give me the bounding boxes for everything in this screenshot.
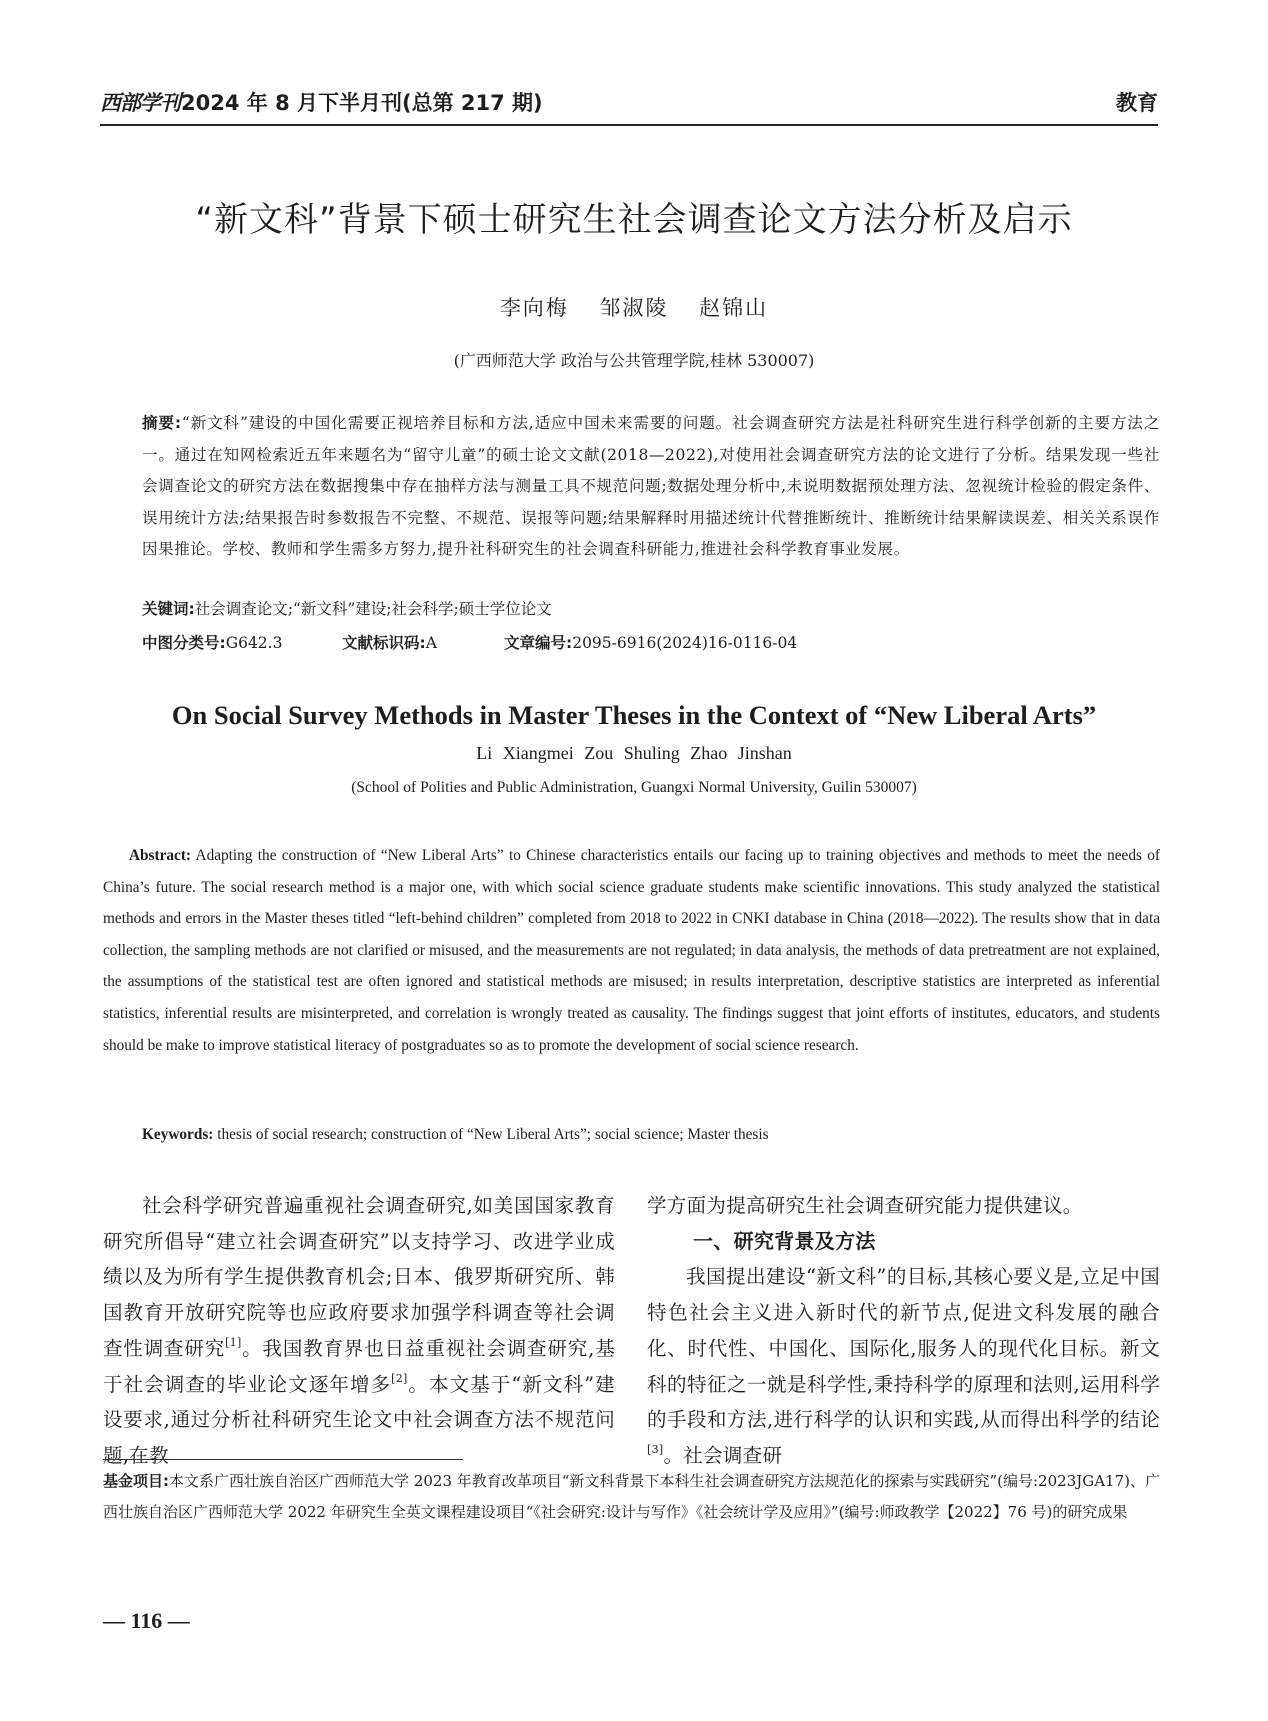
body-paragraph xyxy=(647,1259,1160,1473)
footnote-rule xyxy=(103,1459,463,1460)
doc-code xyxy=(342,631,504,653)
keywords-cn-label: 关键词: xyxy=(142,600,195,618)
funding-text: 本文系广西壮族自治区广西师范大学 2023 年教育改革项目“新文科背景下本科生社会调查研究方法规范化的探索与实践研究”(编号:2023JGA17)、广西壮族自治区广西师范大学 2022 年研究生全英文课程建设项目“《社会研究:设计与写作》《社会统计学及应用》”(编号:师政教学【2022】76 号)的研究成果 xyxy=(103,1472,1161,1521)
keywords-cn xyxy=(142,597,552,619)
body-text: 我国提出建设“新文科”的目标,其核心要义是,立足中国特色社会主义进入新时代的新节点,促进文科发展的融合化、时代性、中国化、国际化,服务人的现代化目标。新文科的特征之一就是科学性,秉持科学的原理和法则,运用科学的手段和方法,进行科学的认识和实践,从而得出科学的结论 xyxy=(647,1265,1160,1432)
funding-footnote xyxy=(103,1466,1160,1527)
abstract-cn-text: “新文科”建设的中国化需要正视培养目标和方法,适应中国未来需要的问题。社会调查研究方法是社科研究生进行科学创新的主要方法之一。通过在知网检索近五年来题名为“留守儿童”的硕士论文文献(2018—2022),对使用社会调查研究方法的论文进行了分析。结果发现一些社会调查论文的研究方法在数据搜集中存在抽样方法与测量工具不规范问题;数据处理分析中,未说明数据预处理方法、忽视统计检验的假定条件、误用统计方法;结果报告时参数报告不完整、不规范、误报等问题;结果解释时用描述统计代替推断统计、推断统计结果解读误差、相关关系误作因果推论。学校、教师和学生需多方努力,提升社科研究生的社会调查科研能力,推进社会科学教育事业发展。 xyxy=(142,414,1160,558)
english-affiliation: (School of Polities and Public Administration, Guangxi Normal University, Guilin 530007) xyxy=(351,779,917,796)
citation-ref: [1] xyxy=(225,1335,242,1349)
affiliation: (广西师范大学 政治与公共管理学院,桂林 530007) xyxy=(453,351,815,370)
english-authors: Li Xiangmei Zou Shuling Zhao Jinshan xyxy=(476,743,792,763)
clc-label: 中图分类号: xyxy=(142,634,226,652)
section-heading: 一、研究背景及方法 xyxy=(693,1228,876,1253)
english-title: On Social Survey Methods in Master Theses in the Context of “New Liberal Arts” xyxy=(171,700,1097,730)
english-keywords-label: Keywords: xyxy=(142,1126,214,1143)
doc-label: 文献标识码: xyxy=(342,634,426,652)
doc-value: A xyxy=(425,634,437,652)
english-keywords-text: thesis of social research; construction of “New Liberal Arts”; social science; Master thesis xyxy=(217,1126,769,1143)
body-text: 。社会调查研 xyxy=(663,1443,783,1467)
english-abstract xyxy=(103,840,1160,1061)
body-left-column xyxy=(103,1188,615,1474)
journal-logo: 西部学刊 xyxy=(100,90,180,115)
running-header xyxy=(100,87,543,117)
english-abstract-label: Abstract: xyxy=(129,847,192,864)
funding-label: 基金项目: xyxy=(103,1472,170,1490)
abstract-cn-label: 摘要: xyxy=(142,414,182,432)
citation-ref: [2] xyxy=(391,1371,408,1385)
paper-title: “新文科”背景下硕士研究生社会调查论文方法分析及启示 xyxy=(195,200,1073,240)
citation-ref: [3] xyxy=(647,1442,664,1456)
header-rule xyxy=(100,124,1158,126)
authors: 李向梅 邹淑陵 赵锦山 xyxy=(499,296,769,320)
english-abstract-text: Adapting the construction of “New Liberal Arts” to Chinese characteristics entails our facing up to training objectives and methods to meet the needs of China’s future. The social research method is a major one, with which social science graduate students make scientific innovations. This study analyzed the statistical methods and errors in the Master theses titled “left-behind children” completed from 2018 to 2022 in CNKI database in China (2018—2022). The results show that in data collection, the sampling methods are not clarified or misused, and the measurements are not regulated; in data analysis, the methods of data pretreatment are not explained, the assumptions of the statistical test are often ignored and statistical methods are misused; in results interpretation, descriptive statistics are interpreted as inferential statistics, inferential results are misinterpreted, and correlation is wrongly treated as causality. The findings suggest that joint efforts of institutes, educators, and students should be make to improve statistical literacy of postgraduates so as to promote the development of social science research. xyxy=(103,847,1160,1054)
abstract-cn xyxy=(142,408,1160,566)
classification-line xyxy=(142,631,797,653)
issue-info: 2024 年 8 月下半月刊(总第 217 期) xyxy=(181,91,543,115)
article-value: 2095-6916(2024)16-0116-04 xyxy=(572,634,798,652)
article-number xyxy=(504,631,797,653)
body-right-column xyxy=(647,1188,1160,1474)
clc-value: G642.3 xyxy=(225,634,283,652)
body-continuation: 学方面为提高研究生社会调查研究能力提供建议。 xyxy=(647,1194,1083,1217)
body-text: 。我国教育界也日益重视社会调查研究,基于社会调查的毕业论文逐年增多 xyxy=(103,1336,615,1396)
article-label: 文章编号: xyxy=(504,634,573,652)
page-number: — 116 — xyxy=(103,1608,190,1633)
english-keywords xyxy=(142,1126,769,1144)
body-text: 社会科学研究普遍重视社会调查研究,如美国国家教育研究所倡导“建立社会调查研究”以支持学习、改进学业成绩以及为所有学生提供教育机会;日本、俄罗斯研究所、韩国教育开放研究院等也应政府要求加强学科调查等社会调查性调查研究 xyxy=(103,1194,615,1360)
clc-code xyxy=(142,631,342,653)
keywords-cn-text: 社会调查论文;“新文科”建设;社会科学;硕士学位论文 xyxy=(194,600,552,618)
section-label: 教育 xyxy=(1116,91,1158,115)
body-text: 。本文基于“新文科”建设要求,通过分析社科研究生论文中社会调查方法不规范问题,在教 xyxy=(103,1372,615,1467)
